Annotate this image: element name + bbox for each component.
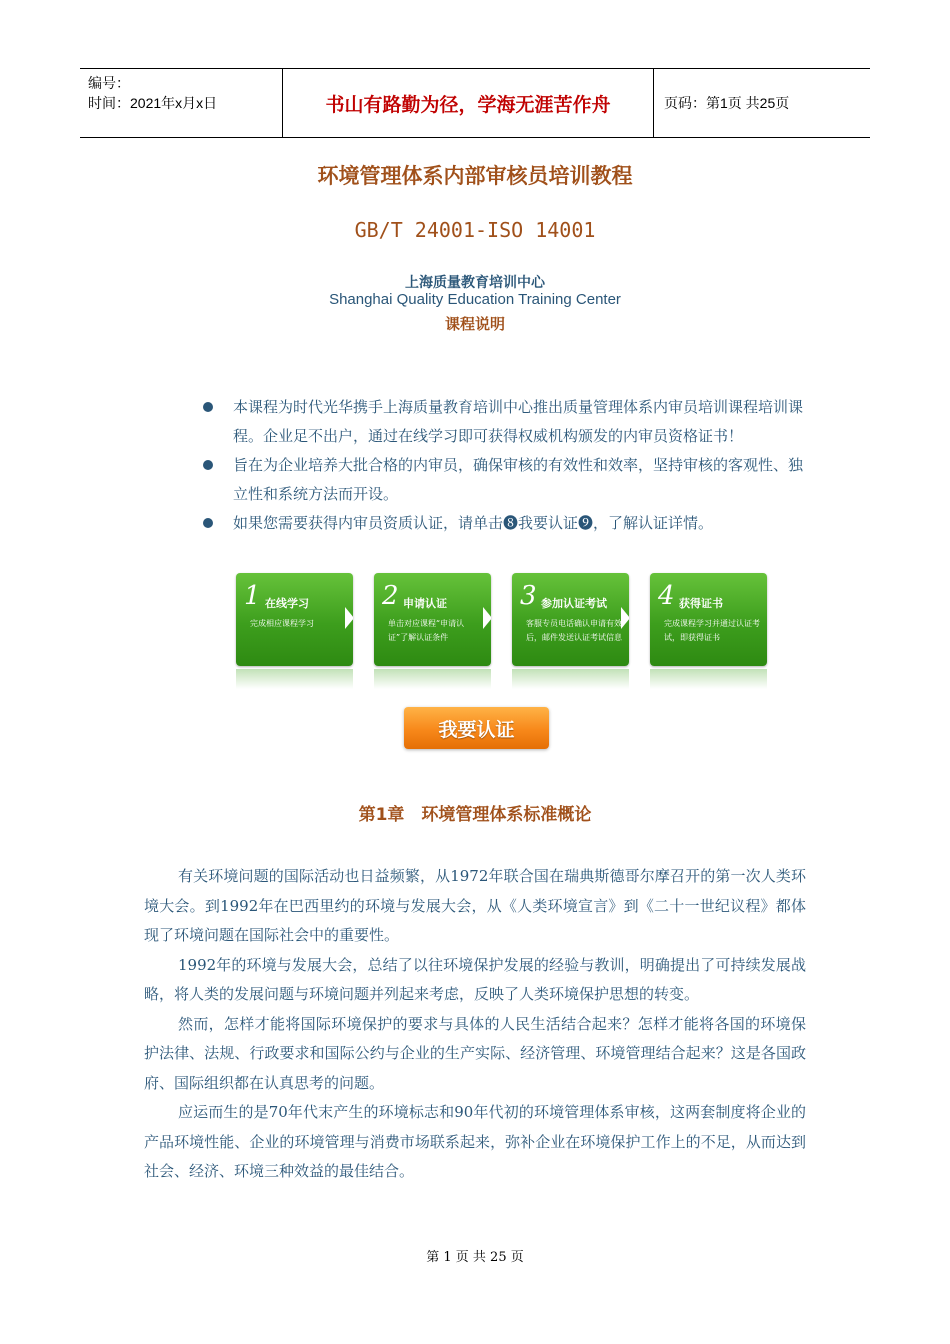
step-apply-certification xyxy=(374,573,491,666)
paragraph: 有关环境问题的国际活动也日益频繁，从1972年联合国在瑞典斯德哥尔摩召开的第一次人类环境大会。到1992年在巴西里约的环境与发展大会，从《人类环境宣言》到《二十一世纪议程》都体现了环境问题在国际社会中的重要性。 xyxy=(144,867,806,944)
organization-name-cn: 上海质量教育培训中心 xyxy=(405,275,545,291)
page-header xyxy=(80,68,870,138)
certification-steps xyxy=(236,573,768,691)
course-note-heading: 课程说明 xyxy=(444,315,505,333)
arrow-right-icon xyxy=(621,607,629,629)
arrow-right-icon xyxy=(483,607,491,629)
step-number: 1 xyxy=(244,581,261,611)
bullet-item xyxy=(200,509,810,538)
bullet-dot-icon xyxy=(203,460,213,470)
standard-code: GB/T 24001-ISO 14001 xyxy=(354,218,596,242)
document-title: 环境管理体系内部审核员培训教程 xyxy=(317,164,633,188)
step-title: 参加认证考试 xyxy=(541,597,607,610)
step-description: 客服专员电话确认申请有效后，邮件发送认证考试信息 xyxy=(526,619,622,642)
step-number: 4 xyxy=(658,581,675,611)
step-number: 3 xyxy=(520,581,537,611)
paragraph: 应运而生的是70年代末产生的环境标志和90年代初的环境管理体系审核，这两套制度将企业的产品环境性能、企业的环境管理与消费市场联系起来，弥补企业在环境保护工作上的不足，从而达到社会、经济、环境三种效益的最佳结合。 xyxy=(144,1103,806,1180)
step-description: 完成相应课程学习 xyxy=(250,619,314,628)
step-reflection xyxy=(236,669,353,689)
step-reflection xyxy=(512,669,629,689)
number-label: 编号： xyxy=(88,75,130,91)
header-meta xyxy=(80,69,282,137)
step-title: 申请认证 xyxy=(403,597,447,610)
bullet-dot-icon xyxy=(203,518,213,528)
bullet-item xyxy=(200,451,810,509)
time-label: 时间：2021年x月x日 xyxy=(88,95,218,111)
bullet-text: 旨在为企业培养大批合格的内审员，确保审核的有效性和效率，坚持审核的客观性、独立性和系统方法而开设。 xyxy=(233,456,804,503)
chapter-body xyxy=(144,862,806,1187)
step-get-certificate xyxy=(650,573,767,666)
bullet-text: 如果您需要获得内审员资质认证，请单击❽我要认证❾，了解认证详情。 xyxy=(233,514,714,532)
organization-name-en: Shanghai Quality Education Training Center xyxy=(329,291,621,308)
step-description: 单击对应课程“申请认证”了解认证条件 xyxy=(388,619,465,642)
paragraph: 1992年的环境与发展大会，总结了以往环境保护发展的经验与教训，明确提出了可持续发展战略，将人类的发展问题与环境问题并列起来考虑，反映了人类环境保护思想的转变。 xyxy=(144,955,806,1003)
step-reflection xyxy=(650,669,767,689)
step-title: 在线学习 xyxy=(265,597,309,610)
chapter-heading: 第1章 环境管理体系标准概论 xyxy=(358,805,592,825)
step-number: 2 xyxy=(382,581,399,611)
certify-button[interactable]: 我要认证 xyxy=(404,707,549,749)
intro-bullet-list xyxy=(200,393,810,538)
step-description: 完成课程学习并通过认证考试，即获得证书 xyxy=(664,619,760,642)
header-motto: 书山有路勤为径，学海无涯苦作舟 xyxy=(282,69,654,137)
page-footer: 第 1 页 共 25 页 xyxy=(426,1250,524,1265)
step-reflection xyxy=(374,669,491,689)
bullet-text: 本课程为时代光华携手上海质量教育培训中心推出质量管理体系内审员培训课程培训课程。企业足不出户，通过在线学习即可获得权威机构颁发的内审员资格证书！ xyxy=(233,398,804,445)
step-take-exam xyxy=(512,573,629,666)
bullet-item xyxy=(200,393,810,451)
bullet-dot-icon xyxy=(203,402,213,412)
step-title: 获得证书 xyxy=(679,597,723,610)
step-online-study xyxy=(236,573,353,666)
header-page-label: 页码：第1页 共25页 xyxy=(664,95,790,111)
arrow-right-icon xyxy=(345,607,353,629)
paragraph: 然而，怎样才能将国际环境保护的要求与具体的人民生活结合起来？怎样才能将各国的环境保护法律、法规、行政要求和国际公约与企业的生产实际、经济管理、环境管理结合起来？这是各国政府、国际组织都在认真思考的问题。 xyxy=(144,1014,806,1092)
